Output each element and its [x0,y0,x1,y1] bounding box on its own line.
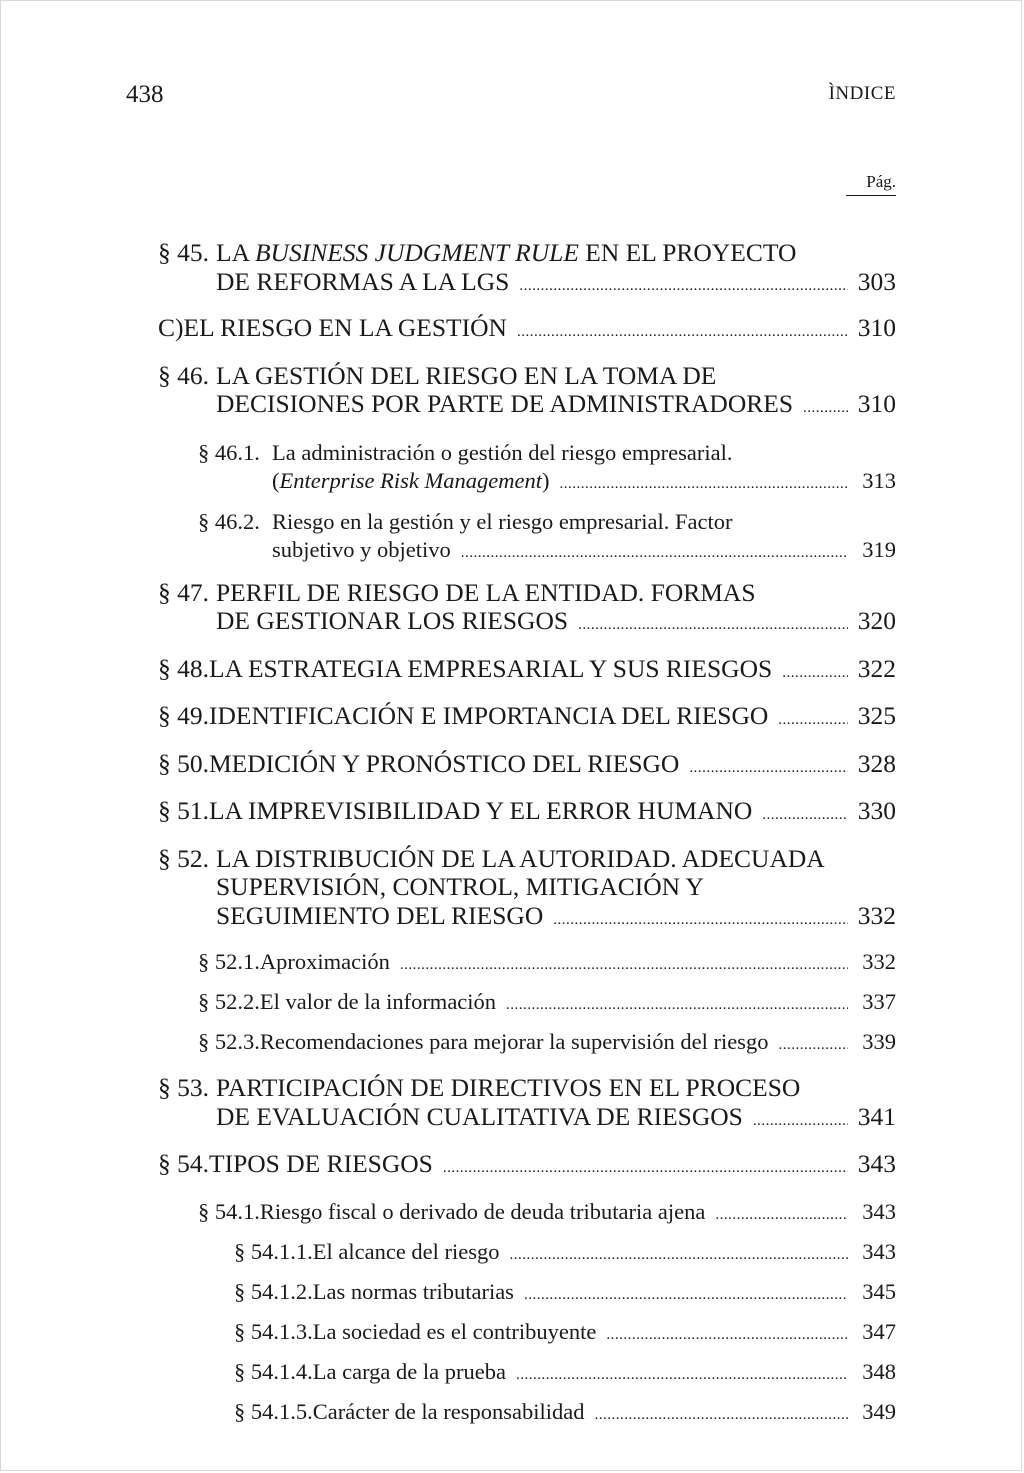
section-number: § 54. [158,1150,209,1178]
toc-entry-54-1-2[interactable] [158,1278,896,1309]
entry-title: Carácter de la responsabilidad [312,1398,585,1424]
entry-title: Riesgo en la gestión y el riesgo empresarial. Factor [272,508,733,534]
entry-title: PERFIL DE RIESGO DE LA ENTIDAD. FORMAS [216,578,756,607]
section-number: § 54.1.3. [234,1318,313,1344]
section-number: § 48. [158,654,209,683]
page-ref: 310 [857,390,896,418]
toc-line [198,467,896,498]
toc-entry-47[interactable] [158,579,896,640]
page-ref: 322 [857,654,896,683]
toc-line [158,797,896,830]
dot-leader [559,470,848,498]
entry-title-continued: DECISIONES POR PARTE DE ADMINISTRADORES [216,390,794,418]
dot-leader [519,272,848,301]
entry-title: Aproximación [259,949,390,974]
dot-leader [689,754,848,783]
section-number: § 54.1.5. [234,1398,313,1424]
toc-section-c[interactable] [158,314,896,347]
page-ref: 349 [862,1398,896,1424]
page-ref: 320 [857,607,896,635]
page-ref: 330 [857,797,896,825]
page-ref: 343 [857,1150,896,1178]
toc-entry-54-1-1[interactable] [158,1238,896,1269]
page-ref: 319 [862,536,896,562]
entry-title: LA ESTRATEGIA EMPRESARIAL Y SUS RIESGOS [209,654,773,683]
page-column-label: Pág. [846,172,896,196]
section-number: § 52.1. [198,949,260,974]
dot-leader [803,394,848,423]
dot-leader [753,1107,848,1136]
page-ref: 345 [862,1278,896,1304]
toc-line [198,1198,896,1229]
entry-title: LA GESTIÓN DEL RIESGO EN LA TOMA DE [216,361,717,390]
toc-line [198,988,896,1019]
section-number: § 54.1.1. [234,1238,313,1264]
section-letter: C) [158,314,184,342]
dot-leader [762,801,848,830]
toc-entry-49[interactable] [158,702,896,735]
toc-entry-53[interactable] [158,1074,896,1135]
toc-entry-54-1-5[interactable] [158,1398,896,1429]
section-number: § 46.2. [198,508,260,534]
toc-entry-52-2[interactable] [158,988,896,1019]
page-ref: 313 [862,467,896,493]
entry-title: El alcance del riesgo [312,1238,500,1264]
section-number: § 45. [158,239,209,267]
dot-leader [443,1154,848,1183]
toc-line [158,1074,896,1103]
section-number: § 49. [158,702,209,730]
section-number: § 51. [158,797,209,825]
toc-line [234,1398,896,1429]
page-number: 438 [126,81,164,108]
toc-line [198,439,896,467]
dot-leader [517,318,848,347]
toc-line [234,1238,896,1269]
entry-title: EL RIESGO EN LA GESTIÓN [183,314,507,342]
section-number: § 54.1.4. [234,1358,313,1384]
toc-line [198,536,896,567]
toc-line [198,1028,896,1059]
entry-title: La administración o gestión del riesgo empresarial. [272,439,733,465]
toc-line [158,702,896,735]
entry-title: Riesgo fiscal o derivado de deuda tributaria ajena [259,1198,706,1224]
entry-title: Recomendaciones para mejorar la supervisión del riesgo [259,1029,769,1054]
entry-title: La carga de la prueba [312,1358,506,1384]
entry-title-continued: DE EVALUACIÓN CUALITATIVA DE RIESGOS [216,1102,743,1131]
page-ref: 339 [862,1029,896,1054]
dot-leader [782,659,848,688]
toc-entry-50[interactable] [158,750,896,783]
toc-entry-52-3[interactable] [158,1028,896,1059]
toc-line [158,1150,896,1183]
dot-leader [524,1281,848,1309]
toc-entry-46-1[interactable] [158,439,896,498]
section-number: § 54.1. [198,1198,260,1224]
page-ref: 343 [862,1198,896,1224]
toc-line [158,902,896,935]
toc-entry-46[interactable] [158,362,896,423]
entry-title: TIPOS DE RIESGOS [209,1150,433,1178]
entry-title-continued: (Enterprise Risk Management) [272,467,550,493]
dot-leader [510,1241,848,1269]
toc-line [234,1318,896,1349]
toc-entry-54-1-3[interactable] [158,1318,896,1349]
entry-title: La sociedad es el contribuyente [312,1318,597,1344]
entry-title-continued: SEGUIMIENTO DEL RIESGO [216,901,544,930]
toc-line [158,239,896,268]
toc-entry-54-1-4[interactable] [158,1358,896,1389]
page-ref: 310 [857,314,896,342]
toc-line [234,1358,896,1389]
entry-title-continued: subjetivo y objetivo [272,536,451,562]
toc-line [158,655,896,688]
entry-title-continued: DE GESTIONAR LOS RIESGOS [216,607,569,635]
toc-line [158,750,896,783]
entry-title-continued: SUPERVISIÓN, CONTROL, MITIGACIÓN Y [216,873,704,901]
dot-leader [715,1201,848,1229]
dot-leader [578,611,848,640]
entry-title: PARTICIPACIÓN DE DIRECTIVOS EN EL PROCESO [216,1074,801,1102]
toc-entry-46-2[interactable] [158,508,896,567]
page-ref: 341 [857,1102,896,1131]
page-ref: 303 [857,267,896,296]
section-number: § 52. [158,844,209,873]
toc-entry-54[interactable] [158,1150,896,1183]
entry-title: LA DISTRIBUCIÓN DE LA AUTORIDAD. ADECUADA [216,844,825,873]
page-ref: 325 [857,702,896,730]
section-number: § 47. [158,578,209,607]
dot-leader [606,1321,848,1349]
page-ref: 332 [862,949,896,974]
toc-entry-48[interactable] [158,655,896,688]
toc-line [158,268,896,301]
dot-leader [516,1361,848,1389]
dot-leader [506,991,848,1019]
entry-title-continued: DE REFORMAS A LA LGS [216,267,510,296]
section-number: § 52.2. [198,989,260,1014]
toc-line [158,845,896,874]
toc-line [234,1278,896,1309]
toc-entry-52-1[interactable] [158,948,896,979]
toc-entry-51[interactable] [158,797,896,830]
dot-leader [553,906,848,935]
toc-line [158,873,896,902]
toc-entry-54-1[interactable] [158,1198,896,1229]
dot-leader [778,1031,848,1059]
section-number: § 53. [158,1074,209,1102]
page-ref: 332 [857,901,896,930]
section-number: § 46.1. [198,439,260,465]
section-number: § 46. [158,361,209,390]
toc-entry-45[interactable] [158,239,896,300]
toc-line [158,579,896,608]
section-number: § 54.1.2. [234,1278,313,1304]
toc-line [198,948,896,979]
entry-title: LA IMPREVISIBILIDAD Y EL ERROR HUMANO [209,797,753,825]
page-ref: 328 [857,749,896,778]
section-number: § 50. [158,749,209,778]
entry-title: IDENTIFICACIÓN E IMPORTANCIA DEL RIESGO [209,702,769,730]
toc-line [158,314,896,347]
entry-title: LA BUSINESS JUDGMENT RULE EN EL PROYECTO [216,239,797,267]
section-number: § 52.3. [198,1029,260,1054]
page-ref: 347 [862,1318,896,1344]
dot-leader [461,539,848,567]
page-ref: 337 [862,989,896,1014]
running-head: ÌNDICE [828,83,896,104]
toc-line [158,607,896,640]
entry-title: Las normas tributarias [312,1278,514,1304]
dot-leader [595,1401,848,1429]
page-ref: 343 [862,1238,896,1264]
toc-line [158,390,896,423]
toc-line [158,1103,896,1136]
page-ref: 348 [862,1358,896,1384]
entry-title: MEDICIÓN Y PRONÓSTICO DEL RIESGO [209,749,680,778]
toc-entry-52[interactable] [158,845,896,935]
entry-title: El valor de la información [259,989,497,1014]
toc-line [198,508,896,536]
table-of-contents [158,239,896,1429]
dot-leader [778,706,848,735]
dot-leader [400,951,848,979]
toc-line [158,362,896,391]
